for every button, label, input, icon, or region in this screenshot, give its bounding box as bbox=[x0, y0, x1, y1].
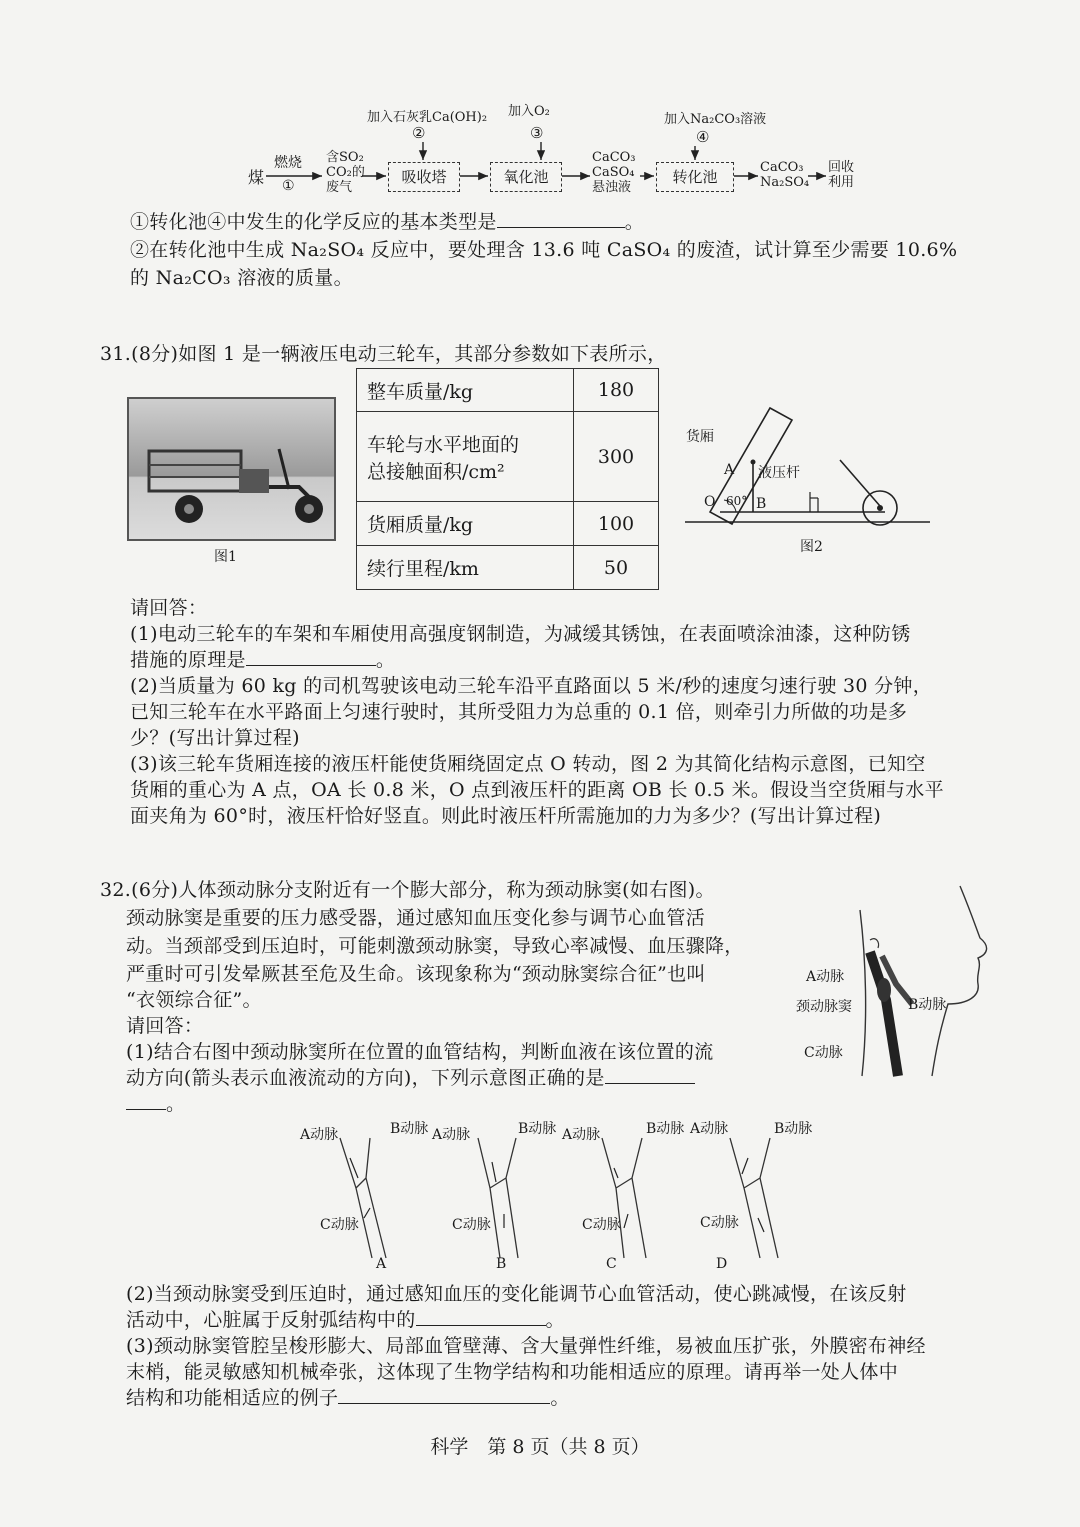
fig2-label-box: 货厢 bbox=[686, 429, 714, 445]
flow-add-lime: 加入石灰乳Ca(OH)₂ bbox=[367, 110, 488, 125]
flow-step1: ① bbox=[282, 178, 295, 194]
q32-p1-blank[interactable] bbox=[605, 1065, 695, 1084]
q31-p2-line3: 少？(写出计算过程) bbox=[130, 727, 300, 749]
q30-part1-blank[interactable] bbox=[497, 209, 625, 228]
option-a[interactable]: A动脉 B动脉 C动脉 A bbox=[300, 1118, 440, 1278]
params-table bbox=[356, 368, 659, 590]
fig1-tricycle-photo bbox=[127, 397, 336, 541]
fig2-label-rod: 液压杆 bbox=[758, 465, 800, 481]
neck-label-c: C动脉 bbox=[804, 1045, 843, 1061]
table-cell-label: 车轮与水平地面的 总接触面积/cm² bbox=[357, 412, 574, 502]
fig2-label-a: A bbox=[724, 462, 735, 478]
table-cell-value: 300 bbox=[574, 412, 659, 502]
page-footer: 科学 第 8 页（共 8 页） bbox=[430, 1436, 650, 1458]
flow-mix: CaCO₃ CaSO₄ 悬浊液 bbox=[592, 150, 636, 195]
neck-label-sinus: 颈动脉窦 bbox=[796, 999, 852, 1015]
table-cell-label: 续行里程/km bbox=[357, 546, 574, 590]
table-row bbox=[357, 369, 659, 412]
q31-p1-blank[interactable] bbox=[246, 647, 376, 666]
flow-absorber-box: 吸收塔 bbox=[388, 162, 460, 192]
q32-p1-line3: 。 bbox=[126, 1090, 185, 1118]
q32-p1-line2: 动方向(箭头表示血液流动的方向)，下列示意图正确的是 bbox=[126, 1064, 695, 1092]
q32-p2-blank[interactable] bbox=[416, 1307, 546, 1326]
q32-answer-prompt: 请回答： bbox=[126, 1015, 204, 1037]
neck-figure bbox=[840, 880, 1000, 1080]
option-diagram bbox=[690, 1118, 830, 1278]
neck-label-a: A动脉 bbox=[806, 969, 845, 985]
q32-p1-line1: (1)结合右图中颈动脉窦所在位置的血管结构，判断血液在该位置的流 bbox=[126, 1041, 714, 1063]
q32-p3-line3: 结构和功能相适应的例子 。 bbox=[126, 1387, 570, 1409]
fig2-label-b: B bbox=[756, 496, 767, 512]
table-cell-label: 整车质量/kg bbox=[357, 369, 574, 412]
q31-p1-line1: (1)电动三轮车的车架和车厢使用高强度钢制造，为减缓其锈蚀，在表面喷涂油漆，这种防锈 bbox=[130, 623, 911, 645]
q31-intro: 31.(8分)如图 1 是一辆液压电动三轮车，其部分参数如下表所示， bbox=[100, 343, 667, 365]
table-row bbox=[357, 546, 659, 590]
q32-line3: 动。当颈部受到压迫时，可能刺激颈动脉窦，导致心率减慢、血压骤降， bbox=[126, 935, 744, 957]
option-b[interactable]: A动脉 B动脉 C动脉 B bbox=[432, 1118, 572, 1278]
q31-answer-prompt: 请回答： bbox=[130, 597, 208, 619]
table-cell-label: 货厢质量/kg bbox=[357, 502, 574, 546]
q30-part2-line1: ②在转化池中生成 Na₂SO₄ 反应中，要处理含 13.6 吨 CaSO₄ 的废渣，试计算至少需要 10.6% bbox=[130, 239, 958, 261]
flow-arrows bbox=[240, 100, 860, 200]
flow-add-na2co3: 加入Na₂CO₃溶液 bbox=[664, 112, 767, 127]
q32-line1: 32.(6分)人体颈动脉分支附近有一个膨大部分，称为颈动脉窦(如右图)。 bbox=[100, 879, 715, 901]
neck-label-b: B动脉 bbox=[908, 997, 947, 1013]
table-row bbox=[357, 412, 659, 502]
fig2-label-angle: 60° bbox=[726, 494, 748, 508]
q32-p3-line2: 末梢，能灵敏感知机械牵张，这体现了生物学结构和功能相适应的原理。请再举一处人体中 bbox=[126, 1361, 899, 1383]
q32-line5: “衣领综合征”。 bbox=[126, 989, 262, 1011]
q32-p3-line1: (3)颈动脉窦管腔呈梭形膨大、局部血管壁薄、含大量弹性纤维，易被血压扩张，外膜密布神经 bbox=[126, 1335, 926, 1357]
fig2-diagram bbox=[680, 400, 940, 540]
q32-line4: 严重时可引发晕厥甚至危及生命。该现象称为“颈动脉窦综合征”也叫 bbox=[126, 963, 706, 985]
q31-p2-line2: 已知三轮车在水平路面上匀速行驶时，其所受阻力为总重的 0.1 倍，则牵引力所做的功是多 bbox=[130, 701, 908, 723]
q32-p2-line2: 活动中，心脏属于反射弧结构中的 。 bbox=[126, 1309, 565, 1331]
table-cell-value: 180 bbox=[574, 369, 659, 412]
flow-step2: ② bbox=[412, 124, 426, 142]
q31-p1-line2: 措施的原理是 。 bbox=[130, 649, 396, 671]
q32-p2-line1: (2)当颈动脉窦受到压迫时，通过感知血压的变化能调节心血管活动，使心跳减慢，在该反射 bbox=[126, 1283, 907, 1305]
flow-gas: 含SO₂ CO₂的 废气 bbox=[326, 150, 365, 195]
q31-p3-line1: (3)该三轮车货厢连接的液压杆能使货厢绕固定点 O 转动，图 2 为其简化结构示意图，已知空 bbox=[130, 753, 926, 775]
q32-line2: 颈动脉窦是重要的压力感受器，通过感知血压变化参与调节心血管活 bbox=[126, 907, 706, 929]
q31-p3-line2: 货厢的重心为 A 点，OA 长 0.8 米，O 点到液压杆的距离 OB 长 0.5 米。假设当空货厢与水平 bbox=[130, 779, 944, 801]
table-cell-value: 50 bbox=[574, 546, 659, 590]
flow-oxidizer-box: 氧化池 bbox=[490, 162, 562, 192]
flow-add-o2: 加入O₂ bbox=[508, 104, 550, 119]
flow-coal: 煤 bbox=[248, 168, 265, 187]
flow-product: CaCO₃ Na₂SO₄ bbox=[760, 160, 810, 190]
q32-p3-blank[interactable] bbox=[338, 1385, 550, 1404]
flow-step3: ③ bbox=[530, 124, 544, 142]
table-row bbox=[357, 502, 659, 546]
option-c[interactable]: A动脉 B动脉 C动脉 C bbox=[562, 1118, 702, 1278]
fig2-caption: 图2 bbox=[800, 539, 823, 555]
table-cell-value: 100 bbox=[574, 502, 659, 546]
option-d[interactable]: A动脉 B动脉 C动脉 D bbox=[690, 1118, 830, 1278]
q32-p1-blank-cont[interactable] bbox=[126, 1091, 166, 1110]
flow-burn: 燃烧 bbox=[274, 155, 302, 171]
q30-part1: ①转化池④中发生的化学反应的基本类型是 。 bbox=[130, 211, 645, 233]
q30-part2-line2: 的 Na₂CO₃ 溶液的质量。 bbox=[130, 267, 353, 289]
flow-converter-box: 转化池 bbox=[656, 162, 734, 192]
fig1-caption: 图1 bbox=[214, 549, 237, 565]
flow-step4: ④ bbox=[696, 128, 710, 146]
fig2-label-o: O bbox=[704, 494, 716, 510]
q31-p2-line1: (2)当质量为 60 kg 的司机驾驶该电动三轮车沿平直路面以 5 米/秒的速度匀速行驶 30 分钟， bbox=[130, 675, 933, 697]
q31-p3-line3: 面夹角为 60°时，液压杆恰好竖直。则此时液压杆所需施加的力为多少？(写出计算过程) bbox=[130, 805, 882, 827]
flow-recycle: 回收 利用 bbox=[828, 160, 855, 190]
